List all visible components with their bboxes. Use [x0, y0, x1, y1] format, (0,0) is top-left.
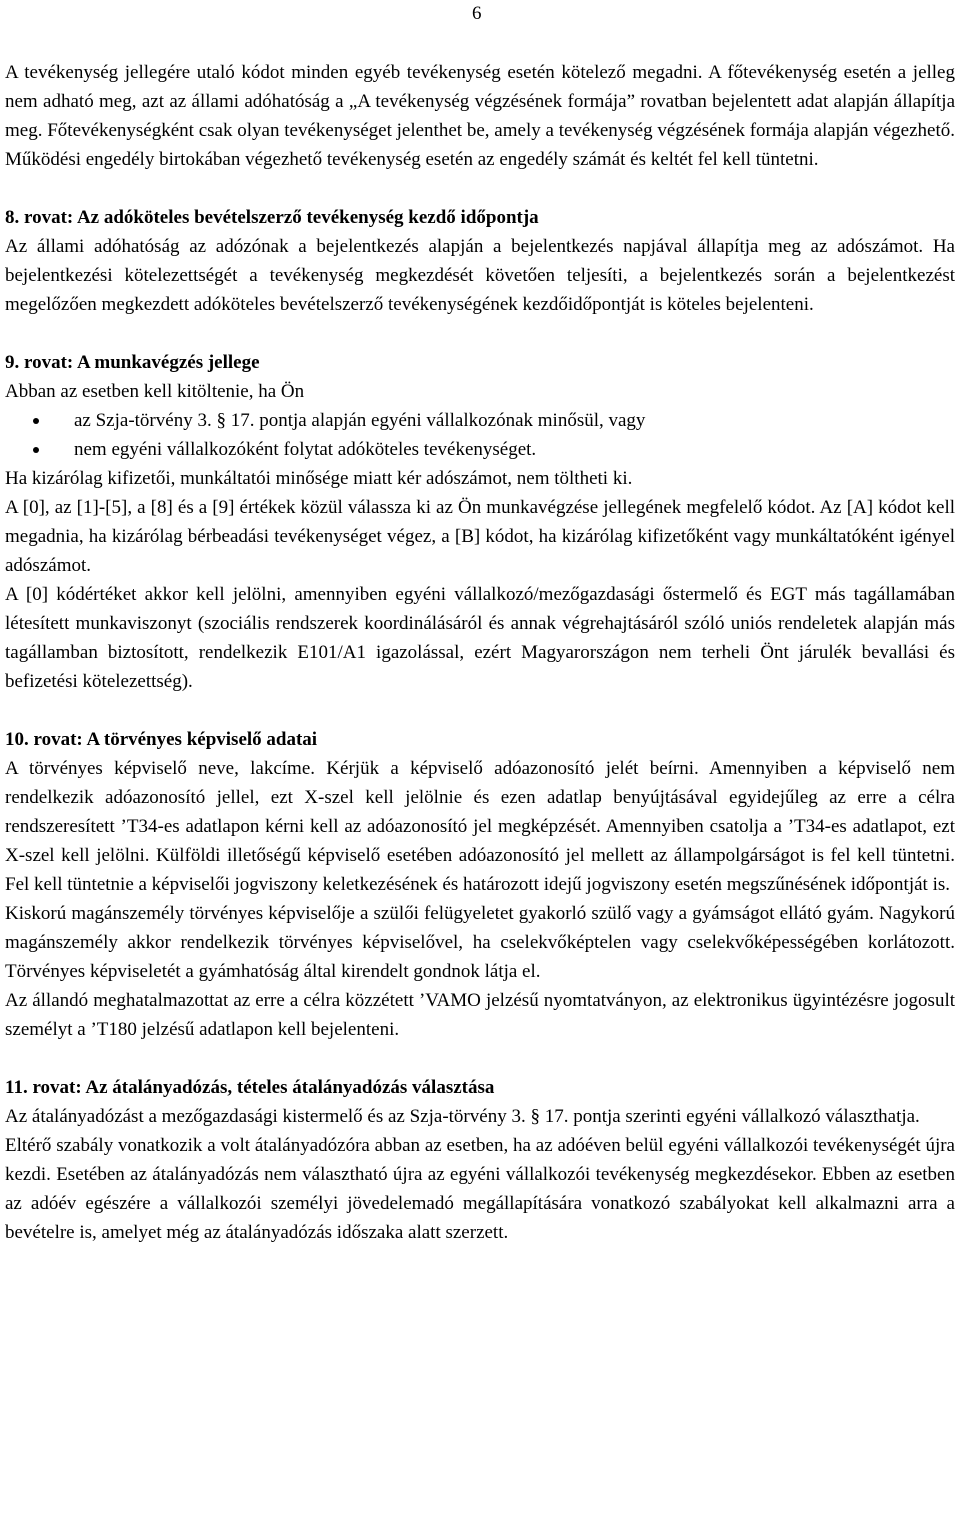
section-8-heading: 8. rovat: Az adóköteles bevételszerző tevékenység kezdő időpontja — [5, 207, 539, 228]
section-spacer — [5, 174, 955, 203]
section-spacer — [5, 696, 955, 725]
section-spacer — [5, 319, 955, 348]
section-8-paragraph: Az állami adóhatóság az adózónak a bejelentkezés alapján a bejelentkezés napjával állapítja meg az adószámot. Ha bejelentkezési kötelezettségét a tevékenység megkezdését követően teljesíti, a bejelentkezés során a bejelentkezést megelőzően megkezdett adóköteles bevételszerző tevékenységének kezdőidőpontját is köteles bejelenteni. — [5, 236, 955, 315]
page-number: 6 — [472, 3, 482, 24]
section-10-heading: 10. rovat: A törvényes képviselő adatai — [5, 729, 318, 750]
section-10-paragraph-3: Az állandó meghatalmazottat az erre a célra közzétett ’VAMO jelzésű nyomtatványon, az elektronikus ügyintézésre jogosult személyt a ’T180 jelzésű adatlapon kell bejelenteni. — [5, 990, 955, 1040]
document-body — [5, 58, 955, 1247]
list-item-text: nem egyéni vállalkozóként folytat adóköteles tevékenységet. — [74, 439, 537, 460]
section-9-paragraph-2: A [0], az [1]-[5], a [8] és a [9] értékek közül válassza ki az Ön munkavégzése jellegének megfelelő kódot. Az [A] kódot kell megadnia, ha kizárólag bérbeadási tevékenységet végez, a [B] kódot, ha kizárólag kifizetőként vagy munkáltatóként igényel adószámot. — [5, 497, 955, 576]
section-11-paragraph-1: Az átalányadózást a mezőgazdasági kistermelő és az Szja-törvény 3. § 17. pontja szerinti egyéni vállalkozó választhatja. — [5, 1106, 920, 1127]
section-11-heading: 11. rovat: Az átalányadózás, tételes átalányadózás választása — [5, 1077, 495, 1098]
list-item — [5, 435, 955, 464]
section-9-bullet-list — [5, 406, 955, 464]
list-item-text: az Szja-törvény 3. § 17. pontja alapján egyéni vállalkozónak minősül, vagy — [74, 410, 646, 431]
intro-paragraph: A tevékenység jellegére utaló kódot minden egyéb tevékenység esetén kötelező megadni. A főtevékenység esetén a jelleg nem adható meg, azt az állami adóhatóság a „A tevékenység végzésének formája” rovatban bejelentett adat alapján állapítja meg. Főtevékenységként csak olyan tevékenységet jelenthet be, amely a tevékenység végzésének formája alapján végezhető. Működési engedély birtokában végezhető tevékenység esetén az engedély számát és keltét fel kell tüntetni. — [5, 62, 955, 170]
bullet-icon — [33, 447, 39, 453]
section-10-paragraph-1: A törvényes képviselő neve, lakcíme. Kérjük a képviselő adóazonosító jelét beírni. Amennyiben a képviselő nem rendelkezik adóazonosító jellel, ezt X-szel kell jelölnie és ezen adatlap benyújtásával egyidejűleg az erre a célra rendszeresített ’T34-es adatlapon kérni kell az adóazonosító jel megképzését. Amennyiben csatolja a ’T34-es adatlapot, ezt X-szel kell jelölni. Külföldi illetőségű képviselő esetében adóazonosító jel mellett az állampolgárságot is fel kell tüntetni. Fel kell tüntetnie a képviselői jogviszony keletkezésének és határozott idejű jogviszony esetén megszűnésének időpontját is. — [5, 758, 955, 895]
section-9-paragraph-3: A [0] kódértéket akkor kell jelölni, amennyiben egyéni vállalkozó/mezőgazdasági őstermelő és EGT más tagállamában létesített munkaviszonyt (szociális rendszerek koordinálásáról és annak végrehajtásáról szóló uniós rendeletek alapján más tagállamban biztosított, rendelkezik E101/A1 igazolással, ezért Magyarországon nem terheli Önt járulék bevallási és befizetési kötelezettség). — [5, 584, 955, 692]
section-11-paragraph-2: Eltérő szabály vonatkozik a volt átalányadózóra abban az esetben, ha az adóéven belül egyéni vállalkozói tevékenységét újra kezdi. Esetében az átalányadózás nem választható újra az egyéni vállalkozói tevékenység megkezdésekor. Ebben az esetben az adóév egészére a vállalkozói személyi jövedelemadó megállapítására vonatkozó szabályokat kell alkalmazni arra a bevételre is, amelyet még az átalányadózás időszaka alatt szerzett. — [5, 1135, 955, 1243]
section-9-paragraph-1: Ha kizárólag kifizetői, munkáltatói minősége miatt kér adószámot, nem töltheti ki. — [5, 468, 633, 489]
section-9-heading: 9. rovat: A munkavégzés jellege — [5, 352, 260, 373]
list-item — [5, 406, 955, 435]
section-spacer — [5, 1044, 955, 1073]
section-9-intro: Abban az esetben kell kitöltenie, ha Ön — [5, 381, 305, 402]
section-10-paragraph-2: Kiskorú magánszemély törvényes képviselője a szülői felügyeletet gyakorló szülő vagy a gyámságot ellátó gyám. Nagykorú magánszemély akkor rendelkezik törvényes képviselővel, ha cselekvőképtelen vagy cselekvőképességében korlátozott. Törvényes képviseletét a gyámhatóság által kirendelt gondnok látja el. — [5, 903, 955, 982]
bullet-icon — [33, 418, 39, 424]
